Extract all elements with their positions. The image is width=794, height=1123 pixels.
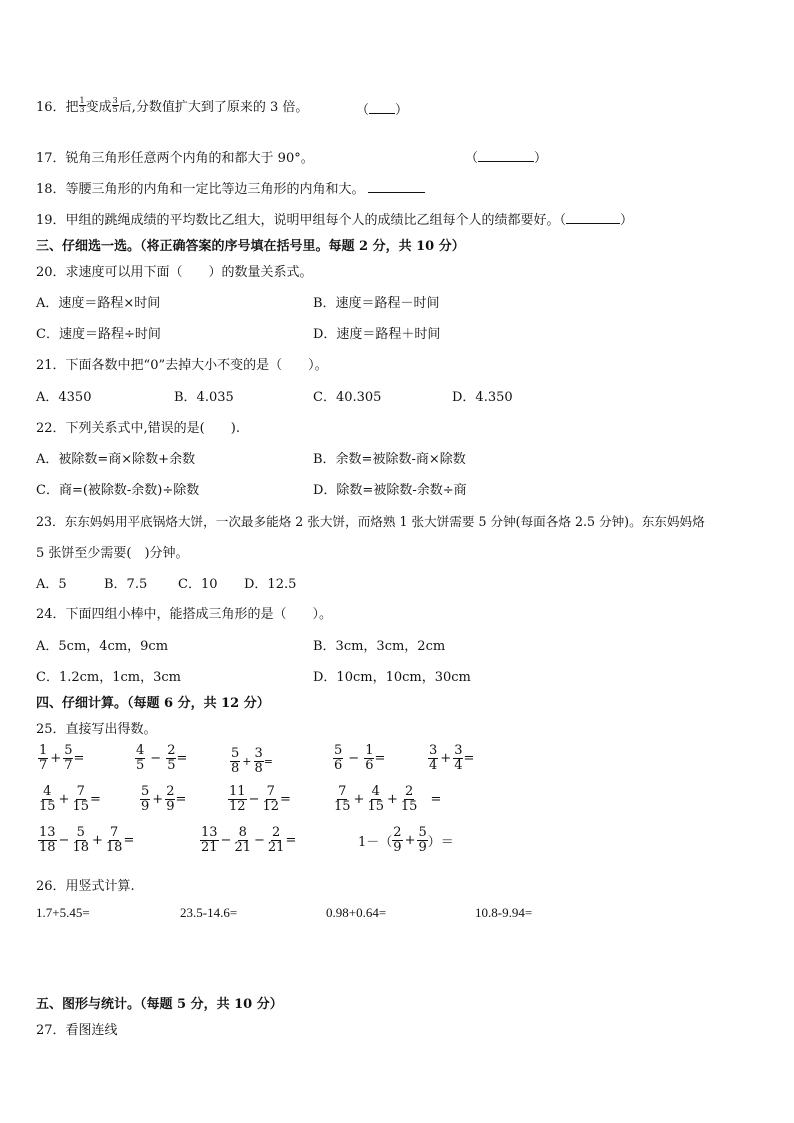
section-5-heading: 五、图形与统计。（每题 5 分，共 10 分） — [36, 997, 283, 1012]
fraction-expression: $\frac{5}{6}$ − $\frac{1}{6}$ = — [334, 743, 386, 773]
question-17: 17．锐角三角形任意两个内角的和都大于 90°。 — [36, 151, 314, 166]
question-27-stem: 27．看图连线 — [36, 1023, 118, 1038]
fraction-expression: $\frac{4}{15}$ + $\frac{7}{15}$ = — [39, 784, 101, 814]
question-23-line2: 5 张饼至少需要( )分钟。 — [36, 546, 189, 561]
q24-option-d[interactable]: D．10cm，10cm，30cm — [313, 670, 471, 685]
fraction-expression: $\frac{11}{12}$ − $\frac{7}{12}$ = — [229, 784, 291, 814]
section-4-heading: 四、仔细计算。（每题 6 分，共 12 分） — [36, 696, 270, 711]
q26-item: 0.98+0.64= — [326, 905, 387, 920]
q22-option-a[interactable]: A．被除数=商×除数+余数 — [36, 452, 196, 467]
q16-prefix: 16．把 — [36, 100, 79, 115]
question-16 — [36, 96, 308, 115]
q21-option-a[interactable]: A．4350 — [36, 390, 92, 405]
q16-suffix: 后,分数值扩大到了原来的 3 倍。 — [118, 100, 309, 115]
fraction-1-3: $\frac{1}{3}$ — [79, 95, 85, 114]
q22-option-c[interactable]: C．商=(被除数-余数)÷除数 — [36, 483, 200, 498]
q21-option-c[interactable]: C．40.305 — [313, 390, 382, 405]
section-3-heading: 三、仔细选一选。（将正确答案的序号填在括号里。每题 2 分，共 10 分） — [36, 239, 465, 254]
fraction-expression: $\frac{4}{5}$ − $\frac{2}{5}$ = — [136, 743, 188, 773]
q23-option-d[interactable]: D．12.5 — [244, 577, 297, 592]
q22-option-b[interactable]: B．余数=被除数-商×除数 — [313, 452, 466, 467]
fraction-expression: $\frac{5}{9}$ + $\frac{2}{9}$ = — [141, 784, 187, 814]
q21-option-b[interactable]: B．4.035 — [174, 390, 234, 405]
q18-answer[interactable] — [368, 179, 425, 193]
q20-option-b[interactable]: B．速度＝路程－时间 — [313, 296, 440, 311]
q16-mid: 变成 — [85, 100, 112, 115]
question-26-stem: 26．用竖式计算. — [36, 879, 135, 894]
q24-option-b[interactable]: B．3cm，3cm，2cm — [313, 639, 446, 654]
question-25-stem: 25．直接写出得数。 — [36, 722, 157, 737]
q20-option-c[interactable]: C．速度＝路程÷时间 — [36, 327, 161, 342]
question-23-line1: 23．东东妈妈用平底锅烙大饼，一次最多能烙 2 张大饼，而烙熟 1 张大饼需要 5 分钟(每面各烙 2.5 分钟)。东东妈妈烙 — [36, 514, 705, 529]
fraction-expression: $\frac{1}{7}$ + $\frac{5}{7}$ = — [39, 743, 85, 773]
q24-option-a[interactable]: A．5cm，4cm，9cm — [36, 639, 169, 654]
q26-item: 1.7+5.45= — [36, 905, 90, 920]
question-18: 18．等腰三角形的内角和一定比等边三角形的内角和大。 — [36, 178, 425, 197]
fraction-expression: $\frac{3}{4}$ + $\frac{3}{4}$ = — [429, 743, 475, 773]
q17-answer[interactable]: （ ） — [465, 147, 547, 166]
q26-item: 10.8-9.94= — [475, 905, 533, 920]
fraction-expression: $\frac{13}{18}$ − $\frac{5}{18}$ + $\frac{7}{18}$ = — [39, 825, 135, 855]
q23-option-a[interactable]: A．5 — [36, 577, 67, 592]
q24-option-c[interactable]: C．1.2cm，1cm，3cm — [36, 670, 181, 685]
question-21-stem: 21．下面各数中把“0”去掉大小不变的是（ ）。 — [36, 358, 328, 373]
q20-option-d[interactable]: D．速度＝路程＋时间 — [313, 327, 441, 342]
question-19: 19．甲组的跳绳成绩的平均数比乙组大，说明甲组每个人的成绩比乙组每个人的绩都要好。（ ） — [36, 209, 633, 228]
question-20-stem: 20．求速度可以用下面（ ）的数量关系式。 — [36, 265, 313, 280]
q16-answer[interactable]: （ ） — [356, 99, 408, 118]
question-24-stem: 24．下面四组小棒中，能搭成三角形的是（ ）。 — [36, 607, 333, 622]
q20-option-a[interactable]: A．速度＝路程×时间 — [36, 296, 161, 311]
q21-option-d[interactable]: D．4.350 — [452, 390, 513, 405]
fraction-expression: 1－（ $\frac{2}{9}$ + $\frac{5}{9}$ ）＝ — [358, 825, 454, 855]
q26-item: 23.5-14.6= — [180, 905, 238, 920]
question-22-stem: 22．下列关系式中,错误的是( ). — [36, 421, 240, 436]
fraction-expression: $\frac{7}{15}$ + $\frac{4}{15}$ + $\frac{2}{15}$ = — [334, 784, 442, 814]
q22-option-d[interactable]: D．除数=被除数-余数÷商 — [313, 483, 467, 498]
q23-option-c[interactable]: C．10 — [178, 577, 218, 592]
fraction-expression: $\frac{13}{21}$ − $\frac{8}{21}$ − $\frac{2}{21}$ = — [201, 825, 297, 855]
fraction-3-5: $\frac{3}{5}$ — [112, 95, 118, 114]
fraction-expression: $\frac{5}{8}$ + $\frac{3}{8}$ = — [231, 746, 273, 776]
q23-option-b[interactable]: B．7.5 — [104, 577, 148, 592]
q19-answer[interactable] — [566, 210, 620, 224]
